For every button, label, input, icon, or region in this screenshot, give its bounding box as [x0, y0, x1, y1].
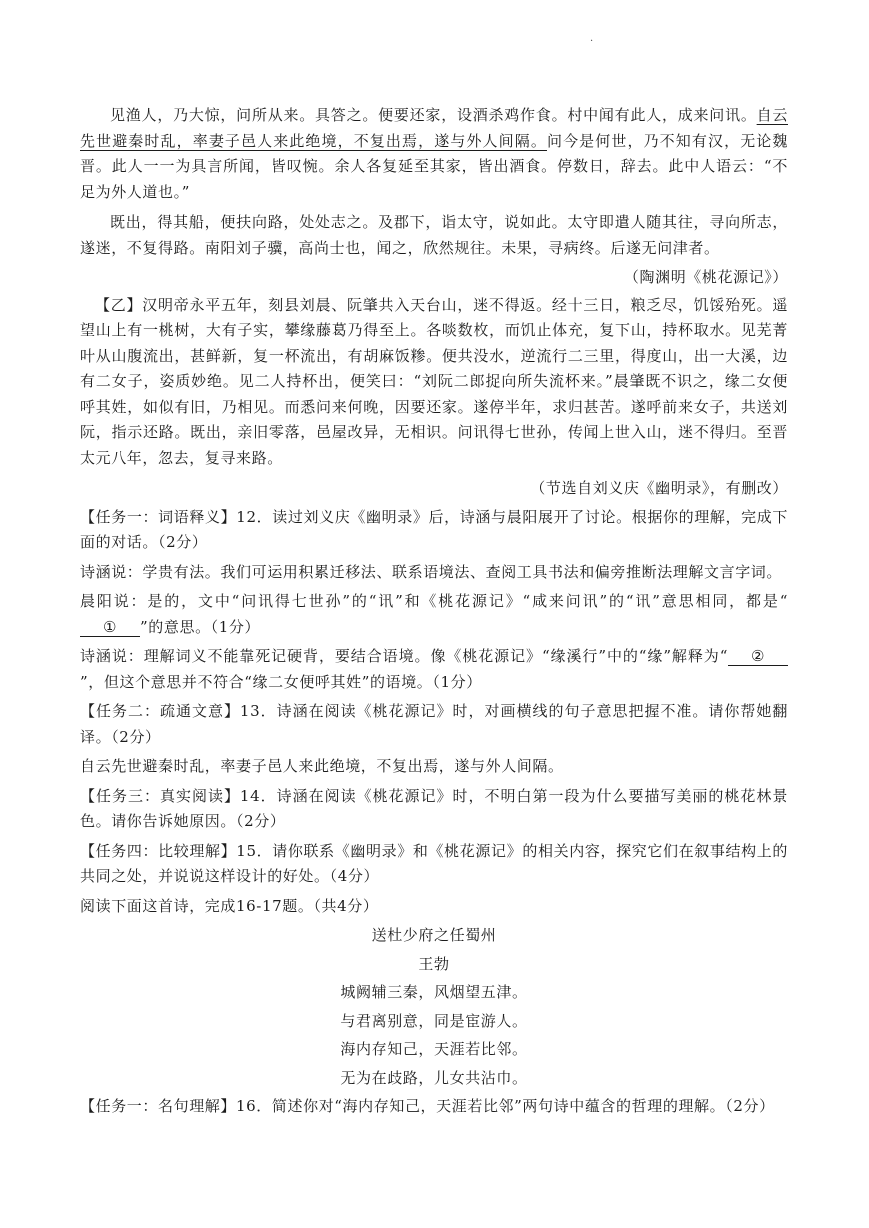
task1-line-3	[80, 644, 788, 695]
task1-line-1: 诗涵说：学贵有法。我们可运用积累迁移法、联系语境法、查阅工具书法和偏旁推断法理解文言字词。	[80, 562, 783, 581]
task1-heading: 【任务一：词语释义】12．读过刘义庆《幽明录》后，诗涵与晨阳展开了讨论。根据你的理解，完成下面的对话。（2分）	[80, 507, 788, 551]
poem-intro: 阅读下面这首诗，完成16-17题。（共4分）	[80, 896, 379, 915]
yi-paragraph: 【乙】汉明帝永平五年，刻县刘晨、阮肇共入天台山，迷不得返。经十三日，粮乏尽，饥馁殆死。遥望山上有一桃树，大有子实，攀缘藤葛乃得至上。各啖数枚，而饥止体充，复下山，持杯取水。见芜菁叶从山腹流出，甚鲜新，复一杯流出，有胡麻饭糁。便共没水，逆流行二三里，得度山，出一大溪，边有二女子，姿质妙绝。见二人持杯出，便笑曰：“刘阮二郎捉向所失流杯来。”晨肇既不识之，缘二女便呼其姓，如似有旧，乃相见。而悉问来何晚，因要还家。遂停半年，求归甚苦。遂呼前来女子，共送刘阮，指示还路。既出，亲旧零落，邑屋改异，无相识。问讯得七世孙，传闻上世入山，迷不得归。至晋太元八年，忽去，复寻来路。	[80, 295, 788, 467]
header-mark: ·	[590, 36, 594, 47]
task1-line-2	[80, 589, 788, 640]
task2-sentence: 自云先世避秦时乱，率妻子邑人来此绝境，不复出焉，遂与外人间隔。	[80, 757, 564, 775]
poem-line-3: 海内存知己，天涯若比邻。	[340, 1040, 528, 1058]
task1-line-3-after: ”，但这个意思并不符合“缘二女便呼其姓”的语境。（1分）	[80, 672, 482, 691]
answer-blank-2[interactable]: ②	[728, 647, 788, 666]
jia-paragraph-2: 既出，得其船，便扶向路，处处志之。及郡下，诣太守，说如此。太守即遣人随其往，寻向所志，遂迷，不复得路。南阳刘子骥，高尚士也，闻之，欣然规往。未果，寻病终。后遂无问津者。	[80, 213, 788, 257]
jia-source: （陶渊明《桃花源记》）	[623, 268, 788, 286]
task2-heading: 【任务二：疏通文意】13．诗涵在阅读《桃花源记》时，对画横线的句子意思把握不准。请你帮她翻译。（2分）	[80, 702, 788, 746]
text-body	[80, 103, 788, 1120]
poem-line-1: 城阙辅三秦，风烟望五津。	[340, 983, 528, 1001]
poem-line-4: 无为在歧路，儿女共沾巾。	[340, 1068, 528, 1087]
poem-line-2: 与君离别意，同是宦游人。	[340, 1011, 528, 1030]
task1-line-3-before: 诗涵说：理解词义不能靠死记硬背，要结合语境。像《桃花源记》“缘溪行”中的“缘”解释为“	[80, 647, 728, 665]
answer-blank-1[interactable]: ①	[80, 618, 140, 637]
task1-line-2-after: ”的意思。（1分）	[140, 617, 261, 636]
poem-author: 王勃	[418, 954, 450, 973]
jia-p1-after: 问今是何世，乃不知有汉，无论魏晋。此人一一为具言所闻，皆叹惋。余人各复延至其家，皆出酒食。停数日，辞去。此中人语云：“不足为外人道也。”	[80, 131, 788, 201]
task4-heading: 【任务四：比较理解】15．请你联系《幽明录》和《桃花源记》的相关内容，探究它们在叙事结构上的共同之处，并说说这样设计的好处。（4分）	[80, 841, 788, 885]
yi-source: （节选自刘义庆《幽明录》，有删改）	[530, 479, 788, 497]
jia-p1-before: 见渔人，乃大惊，问所从来。具答之。便要还家，设酒杀鸡作食。村中闻有此人，成来问讯。	[110, 106, 757, 124]
task16-question: 【任务一：名句理解】16．简述你对“海内存知己，天涯若比邻”两句诗中蕴含的哲理的理解。（2分）	[80, 1097, 775, 1115]
underlined-sentence: 自云先世避秦时乱，率妻子邑人来此绝境，不复出焉，遂与外人间隔。	[80, 106, 788, 150]
poem-title: 送杜少府之任蜀州	[371, 926, 497, 944]
jia-paragraph-1	[80, 103, 788, 205]
task1-line-2-before: 晨阳说：是的，文中“问讯得七世孙”的“讯”和《桃花源记》“咸来问讯”的“讯”意思相同，都是“	[80, 592, 788, 610]
task3-heading: 【任务三：真实阅读】14．诗涵在阅读《桃花源记》时，不明白第一段为什么要描写美丽的桃花林景色。请你告诉她原因。（2分）	[80, 786, 788, 830]
